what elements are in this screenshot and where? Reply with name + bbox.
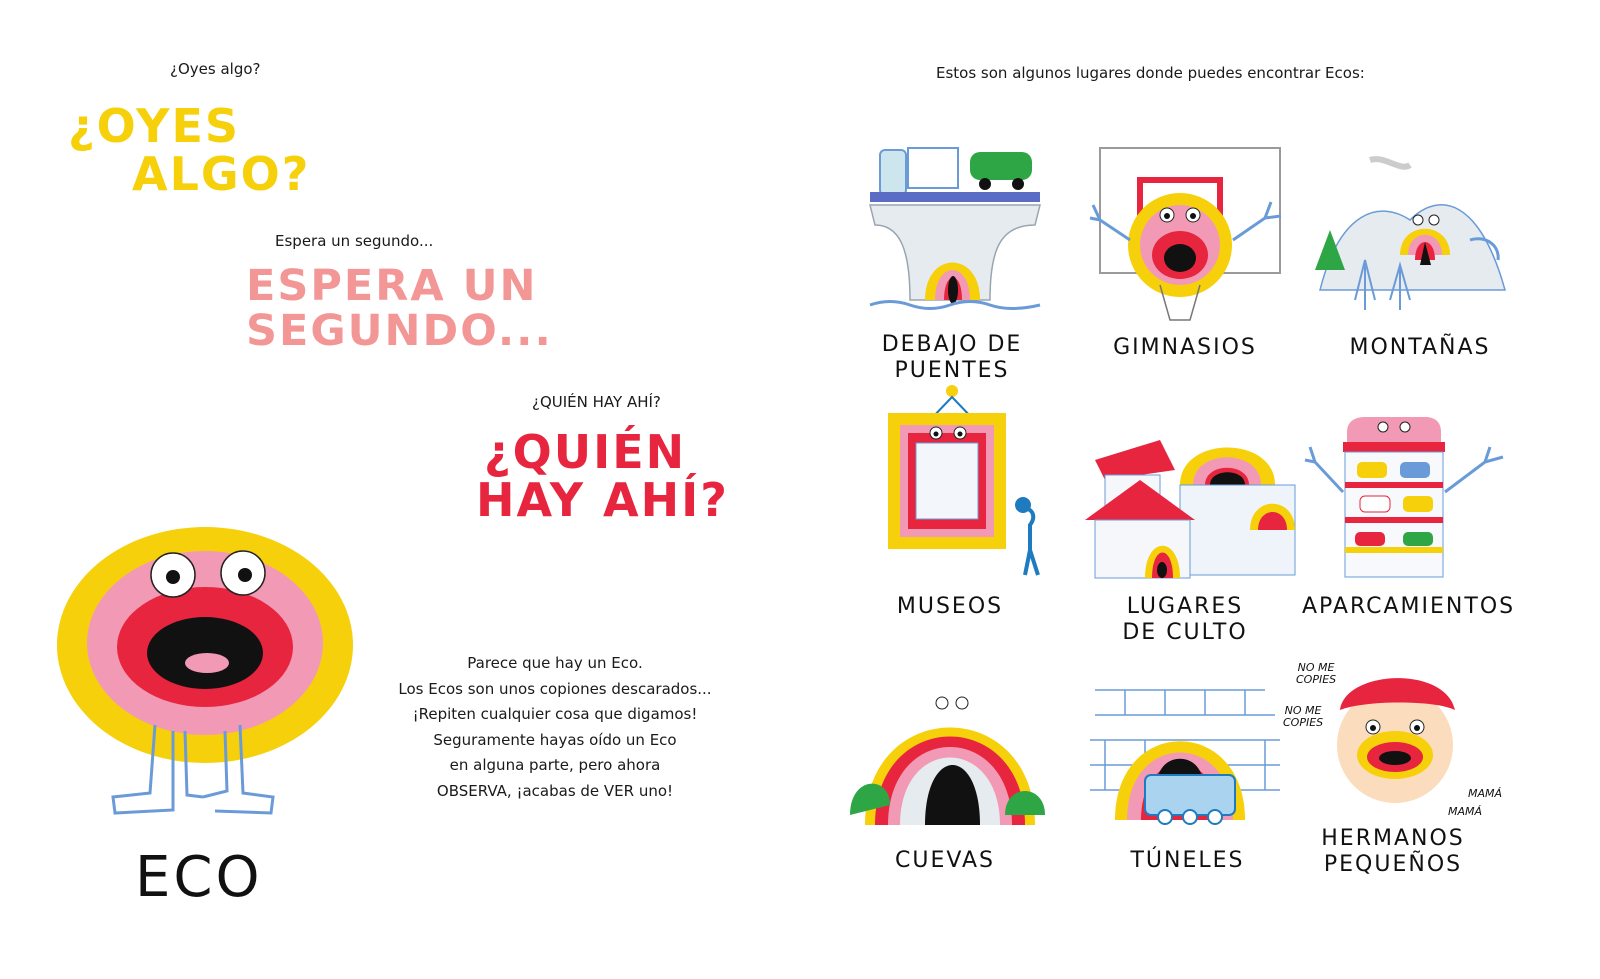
question-2-small: Espera un segundo...	[275, 232, 434, 250]
paragraph-line: ¡Repiten cualquier cosa que digamos!	[412, 705, 698, 723]
paragraph-line: Seguramente hayas oído un Eco	[433, 730, 677, 749]
question-3-big-line-2: HAY AHÍ?	[476, 473, 729, 528]
church-illustration	[1085, 430, 1300, 580]
place-caption-block	[1318, 826, 1468, 879]
question-2-big	[246, 261, 553, 357]
gym-illustration	[1085, 140, 1290, 325]
question-1-big	[68, 99, 311, 202]
place-caption-line: HERMANOS	[1321, 826, 1465, 851]
question-3-small: ¿QUIÉN HAY AHÍ?	[532, 393, 661, 411]
character-name: ECO	[135, 845, 263, 910]
paragraph-line: OBSERVA, ¡acabas de VER uno!	[436, 781, 674, 800]
place-caption: GIMNASIOS	[1113, 335, 1257, 360]
story-paragraph	[380, 651, 730, 804]
question-2-big-line-2: SEGUNDO...	[246, 306, 553, 357]
places-intro: Estos son algunos lugares donde puedes encontrar Ecos:	[936, 64, 1365, 82]
speech-note-line: NO ME	[1297, 661, 1335, 674]
place-caption: CUEVAS	[894, 848, 996, 873]
eco-character-illustration	[55, 535, 365, 825]
bridge-illustration	[870, 130, 1040, 320]
museum-illustration	[880, 385, 1050, 580]
speech-note-line: NO ME	[1284, 704, 1322, 717]
question-3-big	[476, 425, 729, 528]
speech-note: MAMÁ	[1448, 805, 1483, 818]
question-3-big-line-1: ¿QUIÉN	[484, 425, 687, 479]
place-caption-line: DE CULTO	[1122, 620, 1248, 646]
place-caption: TÚNELES	[1130, 848, 1245, 873]
place-caption-block	[1110, 594, 1260, 647]
place-caption: MUSEOS	[896, 594, 1004, 619]
paragraph-line: Los Ecos son unos copiones descarados...	[398, 679, 712, 698]
place-caption: MONTAÑAS	[1349, 335, 1491, 360]
parking-illustration	[1305, 412, 1520, 582]
paragraph-line: en alguna parte, pero ahora	[449, 756, 661, 774]
place-caption-line: PEQUEÑOS	[1323, 852, 1463, 878]
question-1-big-line-1: ¿OYES	[68, 99, 241, 153]
mountains-illustration	[1310, 150, 1520, 320]
place-caption: DEBAJO DE PUENTES	[881, 332, 1023, 384]
speech-note	[1283, 705, 1323, 728]
cave-illustration	[850, 675, 1050, 835]
speech-note: MAMÁ	[1468, 787, 1503, 800]
question-1-small: ¿Oyes algo?	[170, 60, 261, 78]
question-1-big-line-2: ALGO?	[132, 147, 311, 202]
speech-note-line: COPIES	[1296, 672, 1337, 686]
place-caption-line: LUGARES	[1126, 594, 1244, 619]
place-caption: APARCAMIENTOS	[1302, 594, 1516, 619]
speech-note-line: COPIES	[1283, 715, 1324, 729]
tunnel-illustration	[1085, 685, 1285, 830]
speech-note	[1296, 662, 1336, 685]
paragraph-line: Parece que hay un Eco.	[467, 654, 643, 672]
question-2-big-line-1: ESPERA UN	[246, 261, 538, 311]
little-sibling-illustration	[1325, 665, 1465, 810]
